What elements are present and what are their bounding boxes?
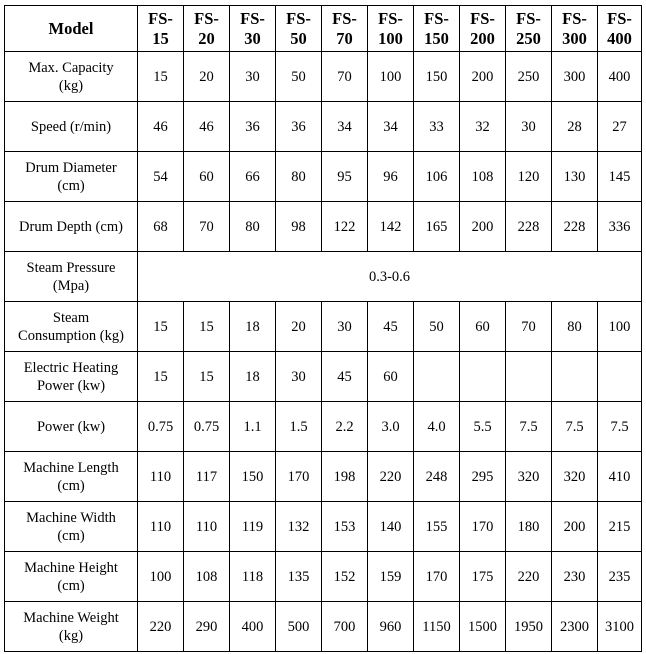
row-label-line2: Power (kw) (36, 377, 106, 394)
value-cell: 135 (276, 552, 322, 602)
value-cell: 2.2 (322, 402, 368, 452)
header-row (5, 6, 642, 52)
value-cell: 20 (276, 302, 322, 352)
row-label-line1: Machine Length (23, 459, 119, 476)
value-cell: 250 (506, 52, 552, 102)
value-cell: 18 (230, 352, 276, 402)
model-header-cell (460, 6, 506, 52)
model-header-cell (138, 6, 184, 52)
row-label (5, 452, 138, 502)
value-cell: 15 (184, 302, 230, 352)
value-cell: 34 (368, 102, 414, 152)
value-cell: 15 (138, 52, 184, 102)
value-cell: 235 (598, 552, 642, 602)
value-cell: 68 (138, 202, 184, 252)
model-prefix: FS- (240, 8, 265, 28)
row-label (5, 52, 138, 102)
value-cell: 130 (552, 152, 598, 202)
value-cell: 150 (230, 452, 276, 502)
value-cell: 1.5 (276, 402, 322, 452)
row-label-line2: (kg) (58, 77, 84, 94)
value-cell: 145 (598, 152, 642, 202)
model-number: 70 (336, 28, 353, 48)
model-prefix: FS- (286, 8, 311, 28)
value-cell: 34 (322, 102, 368, 152)
value-cell: 170 (460, 502, 506, 552)
row-label (5, 402, 138, 452)
model-number: 300 (562, 28, 587, 48)
row-label (5, 152, 138, 202)
value-cell: 132 (276, 502, 322, 552)
row-label (5, 602, 138, 652)
value-cell: 108 (184, 552, 230, 602)
value-cell: 60 (184, 152, 230, 202)
value-cell: 200 (460, 52, 506, 102)
value-cell: 336 (598, 202, 642, 252)
value-cell (506, 352, 552, 402)
model-prefix: FS- (148, 8, 173, 28)
value-cell: 70 (506, 302, 552, 352)
value-cell: 180 (506, 502, 552, 552)
row-label-line2: (kg) (58, 627, 84, 644)
model-number: 30 (244, 28, 261, 48)
row-label-line1: Drum Depth (cm) (19, 218, 123, 235)
value-cell: 50 (414, 302, 460, 352)
value-cell: 1500 (460, 602, 506, 652)
value-cell: 45 (322, 352, 368, 402)
row-label (5, 502, 138, 552)
value-cell: 30 (230, 52, 276, 102)
row-label-line1: Machine Width (26, 509, 116, 526)
value-cell: 500 (276, 602, 322, 652)
model-header-cell (414, 6, 460, 52)
row-label-line1: Steam Pressure (26, 259, 116, 276)
value-cell: 106 (414, 152, 460, 202)
value-cell: 165 (414, 202, 460, 252)
value-cell: 100 (368, 52, 414, 102)
value-cell: 70 (322, 52, 368, 102)
row-label-line1: Drum Diameter (25, 159, 117, 176)
row-label-line2: (cm) (57, 577, 85, 594)
value-cell: 3100 (598, 602, 642, 652)
table-row (5, 402, 642, 452)
value-cell: 110 (138, 452, 184, 502)
value-cell: 60 (460, 302, 506, 352)
value-cell: 54 (138, 152, 184, 202)
table-row (5, 202, 642, 252)
table-row (5, 102, 642, 152)
value-cell: 110 (138, 502, 184, 552)
value-cell: 228 (506, 202, 552, 252)
merged-value-cell: 0.3-0.6 (138, 252, 642, 302)
model-header-cell (368, 6, 414, 52)
value-cell: 28 (552, 102, 598, 152)
value-cell: 320 (552, 452, 598, 502)
model-number: 20 (198, 28, 215, 48)
model-prefix: FS- (516, 8, 541, 28)
row-label (5, 202, 138, 252)
value-cell: 700 (322, 602, 368, 652)
value-cell: 142 (368, 202, 414, 252)
value-cell: 153 (322, 502, 368, 552)
model-prefix: FS- (332, 8, 357, 28)
value-cell: 295 (460, 452, 506, 502)
value-cell (460, 352, 506, 402)
value-cell: 36 (276, 102, 322, 152)
model-header-cell (322, 6, 368, 52)
value-cell: 198 (322, 452, 368, 502)
value-cell: 60 (368, 352, 414, 402)
row-label-line1: Electric Heating (23, 359, 119, 376)
row-label-line2: Consumption (kg) (18, 327, 124, 344)
value-cell: 46 (138, 102, 184, 152)
value-cell: 80 (230, 202, 276, 252)
value-cell: 175 (460, 552, 506, 602)
row-label-line1: Steam (52, 309, 90, 326)
value-cell: 117 (184, 452, 230, 502)
value-cell: 1.1 (230, 402, 276, 452)
row-label (5, 302, 138, 352)
table-row (5, 152, 642, 202)
row-label-line1: Speed (r/min) (30, 118, 112, 135)
row-label-line2: (cm) (57, 527, 85, 544)
value-cell: 120 (506, 152, 552, 202)
model-header: Model (5, 6, 138, 52)
value-cell: 4.0 (414, 402, 460, 452)
value-cell: 30 (506, 102, 552, 152)
value-cell: 110 (184, 502, 230, 552)
value-cell: 155 (414, 502, 460, 552)
value-cell: 215 (598, 502, 642, 552)
model-header-cell (276, 6, 322, 52)
value-cell: 36 (230, 102, 276, 152)
value-cell: 0.75 (184, 402, 230, 452)
value-cell: 27 (598, 102, 642, 152)
value-cell: 170 (276, 452, 322, 502)
spec-table (4, 5, 642, 652)
value-cell: 159 (368, 552, 414, 602)
value-cell: 118 (230, 552, 276, 602)
value-cell (598, 352, 642, 402)
value-cell: 290 (184, 602, 230, 652)
model-number: 50 (290, 28, 307, 48)
value-cell: 80 (552, 302, 598, 352)
model-number: 250 (516, 28, 541, 48)
row-label (5, 102, 138, 152)
value-cell: 95 (322, 152, 368, 202)
value-cell: 15 (184, 352, 230, 402)
row-label (5, 552, 138, 602)
value-cell: 30 (276, 352, 322, 402)
value-cell: 50 (276, 52, 322, 102)
model-number: 150 (424, 28, 449, 48)
value-cell (552, 352, 598, 402)
model-prefix: FS- (378, 8, 403, 28)
value-cell: 300 (552, 52, 598, 102)
value-cell: 70 (184, 202, 230, 252)
row-label-line1: Machine Weight (23, 609, 119, 626)
value-cell: 960 (368, 602, 414, 652)
value-cell: 30 (322, 302, 368, 352)
value-cell: 220 (368, 452, 414, 502)
value-cell: 228 (552, 202, 598, 252)
model-prefix: FS- (470, 8, 495, 28)
value-cell: 140 (368, 502, 414, 552)
value-cell: 400 (230, 602, 276, 652)
value-cell: 32 (460, 102, 506, 152)
model-number: 15 (152, 28, 169, 48)
model-header-cell (230, 6, 276, 52)
value-cell: 230 (552, 552, 598, 602)
table-row (5, 302, 642, 352)
value-cell: 66 (230, 152, 276, 202)
value-cell: 248 (414, 452, 460, 502)
value-cell (414, 352, 460, 402)
model-number: 200 (470, 28, 495, 48)
value-cell: 100 (598, 302, 642, 352)
table-row (5, 352, 642, 402)
value-cell: 220 (138, 602, 184, 652)
value-cell: 98 (276, 202, 322, 252)
table-row (5, 52, 642, 102)
table-row (5, 452, 642, 502)
value-cell: 5.5 (460, 402, 506, 452)
value-cell: 7.5 (598, 402, 642, 452)
table-body (5, 52, 642, 652)
table-row (5, 502, 642, 552)
value-cell: 152 (322, 552, 368, 602)
value-cell: 15 (138, 302, 184, 352)
model-header-cell (506, 6, 552, 52)
value-cell: 400 (598, 52, 642, 102)
value-cell: 3.0 (368, 402, 414, 452)
model-header-cell (552, 6, 598, 52)
row-label (5, 352, 138, 402)
model-number: 400 (607, 28, 632, 48)
value-cell: 122 (322, 202, 368, 252)
model-prefix: FS- (562, 8, 587, 28)
value-cell: 20 (184, 52, 230, 102)
value-cell: 200 (460, 202, 506, 252)
value-cell: 96 (368, 152, 414, 202)
model-header-cell (184, 6, 230, 52)
model-header-cell (598, 6, 642, 52)
value-cell: 7.5 (506, 402, 552, 452)
value-cell: 100 (138, 552, 184, 602)
table-row (5, 552, 642, 602)
table-row (5, 252, 642, 302)
value-cell: 18 (230, 302, 276, 352)
model-number: 100 (378, 28, 403, 48)
value-cell: 150 (414, 52, 460, 102)
value-cell: 1150 (414, 602, 460, 652)
row-label (5, 252, 138, 302)
value-cell: 0.75 (138, 402, 184, 452)
value-cell: 7.5 (552, 402, 598, 452)
value-cell: 80 (276, 152, 322, 202)
value-cell: 170 (414, 552, 460, 602)
row-label-line2: (cm) (57, 177, 85, 194)
value-cell: 45 (368, 302, 414, 352)
row-label-line1: Max. Capacity (28, 59, 114, 76)
row-label-line1: Machine Height (24, 559, 118, 576)
value-cell: 2300 (552, 602, 598, 652)
value-cell: 1950 (506, 602, 552, 652)
value-cell: 108 (460, 152, 506, 202)
value-cell: 15 (138, 352, 184, 402)
row-label-line1: Power (kw) (36, 418, 106, 435)
model-prefix: FS- (194, 8, 219, 28)
value-cell: 200 (552, 502, 598, 552)
value-cell: 220 (506, 552, 552, 602)
row-label-line2: (Mpa) (52, 277, 90, 294)
value-cell: 46 (184, 102, 230, 152)
row-label-line2: (cm) (57, 477, 85, 494)
value-cell: 33 (414, 102, 460, 152)
value-cell: 410 (598, 452, 642, 502)
model-prefix: FS- (424, 8, 449, 28)
value-cell: 320 (506, 452, 552, 502)
value-cell: 119 (230, 502, 276, 552)
table-row (5, 602, 642, 652)
model-prefix: FS- (607, 8, 632, 28)
